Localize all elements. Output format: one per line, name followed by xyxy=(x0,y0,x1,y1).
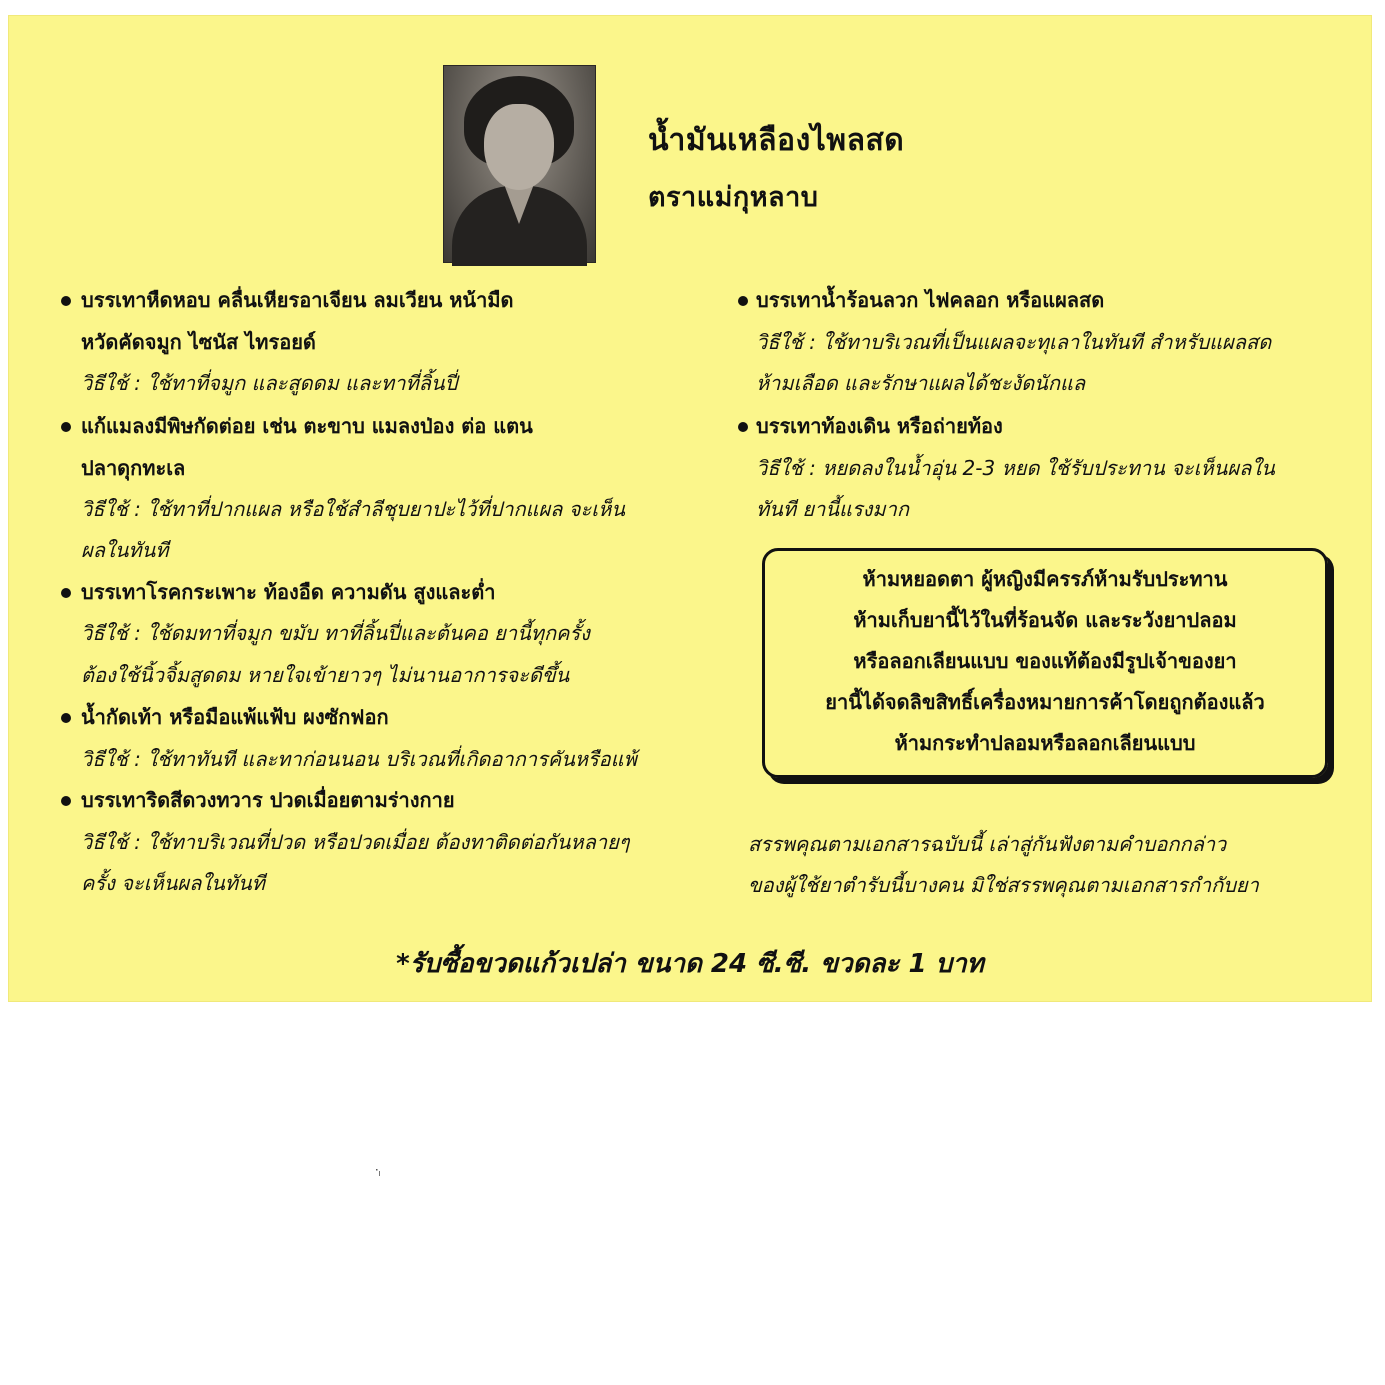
warning-box xyxy=(762,548,1328,778)
usage-line: วิธีใช้ : ใช้ดมทาที่จมูก ขมับ ทาที่ลิ้นปี่และต้นคอ ยานี้ทุกครั้ง xyxy=(81,621,590,645)
bullet xyxy=(61,422,71,432)
leaflet-sheet xyxy=(8,15,1372,1002)
warning-line: ห้ามเก็บยานี้ไว้ในที่ร้อนจัด และระวังยาปลอม xyxy=(853,608,1237,632)
usage-line: ครั้ง จะเห็นผลในทันที xyxy=(81,871,265,895)
usage-line: ทันที ยานี้แรงมาก xyxy=(756,497,909,521)
brand-title: ตราแม่กุหลาบ xyxy=(648,182,819,213)
warning-line: หรือลอกเลียนแบบ ของแท้ต้องมีรูปเจ้าของยา xyxy=(853,649,1237,673)
usage-line: วิธีใช้ : ใช้ทาบริเวณที่เป็นแผลจะทุเลาในทันที สำหรับแผลสด xyxy=(756,330,1272,354)
bullet xyxy=(738,422,748,432)
bullet xyxy=(61,296,71,306)
owner-photo xyxy=(443,65,596,263)
indication-line: บรรเทาโรคกระเพาะ ท้องอืด ความดัน สูงและต่ำ xyxy=(81,580,496,604)
bullet xyxy=(738,296,748,306)
indication-line: ปลาดุกทะเล xyxy=(81,456,186,480)
indication-line: บรรเทาหืดหอบ คลื่นเหียรอาเจียน ลมเวียน หน้ามืด xyxy=(81,288,514,312)
bullet xyxy=(61,796,71,806)
usage-line: วิธีใช้ : ใช้ทาทันที และทาก่อนนอน บริเวณที่เกิดอาการคันหรือแพ้ xyxy=(81,747,637,771)
usage-line: ผลในทันที xyxy=(81,538,169,562)
indication-line: น้ำกัดเท้า หรือมือแพ้แฟ้บ ผงซักฟอก xyxy=(81,705,389,729)
bottle-buyback-note: *รับซื้อขวดแก้วเปล่า ขนาด 24 ซี.ซี. ขวดละ 1 บาท xyxy=(396,949,984,979)
warning-line: ห้ามหยอดตา ผู้หญิงมีครรภ์ห้ามรับประทาน xyxy=(862,567,1228,591)
indication-line: บรรเทาน้ำร้อนลวก ไฟคลอก หรือแผลสด xyxy=(756,288,1105,312)
bullet xyxy=(61,588,71,598)
indication-line: บรรเทาท้องเดิน หรือถ่ายท้อง xyxy=(756,414,1003,438)
scan-speck xyxy=(375,1162,381,1170)
usage-line: ต้องใช้นิ้วจิ้มสูดดม หายใจเข้ายาวๆ ไม่นานอาการจะดีขึ้น xyxy=(81,663,570,687)
usage-line: วิธีใช้ : ใช้ทาที่ปากแผล หรือใช้สำลีชุบยาปะไว้ที่ปากแผล จะเห็น xyxy=(81,497,625,521)
indication-line: แก้แมลงมีพิษกัดต่อย เช่น ตะขาบ แมลงป่อง ต่อ แตน xyxy=(81,414,533,438)
indication-line: บรรเทาริดสีดวงทวาร ปวดเมื่อยตามร่างกาย xyxy=(81,788,455,812)
warning-line: ห้ามกระทำปลอมหรือลอกเลียนแบบ xyxy=(894,731,1196,755)
warning-line: ยานี้ได้จดลิขสิทธิ์เครื่องหมายการค้าโดยถูกต้องแล้ว xyxy=(825,690,1265,714)
usage-line: วิธีใช้ : ใช้ทาที่จมูก และสูดดม และทาที่ลิ้นปี่ xyxy=(81,371,458,395)
usage-line: วิธีใช้ : หยดลงในน้ำอุ่น 2-3 หยด ใช้รับประทาน จะเห็นผลใน xyxy=(756,456,1275,480)
indication-line: หวัดคัดจมูก ไซนัส ไทรอยด์ xyxy=(81,330,316,354)
bullet xyxy=(61,713,71,723)
usage-line: ห้ามเลือด และรักษาแผลได้ชะงัดนักแล xyxy=(756,371,1086,395)
usage-line: วิธีใช้ : ใช้ทาบริเวณที่ปวด หรือปวดเมื่อย ต้องทาติดต่อกันหลายๆ xyxy=(81,830,630,854)
disclaimer-line: ของผู้ใช้ยาตำรับนี้บางคน มิใช่สรรพคุณตามเอกสารกำกับยา xyxy=(748,873,1259,897)
product-title: น้ำมันเหลืองไพลสด xyxy=(648,123,905,158)
disclaimer-line: สรรพคุณตามเอกสารฉบับนี้ เล่าสู่กันฟังตามคำบอกกล่าว xyxy=(748,832,1227,856)
